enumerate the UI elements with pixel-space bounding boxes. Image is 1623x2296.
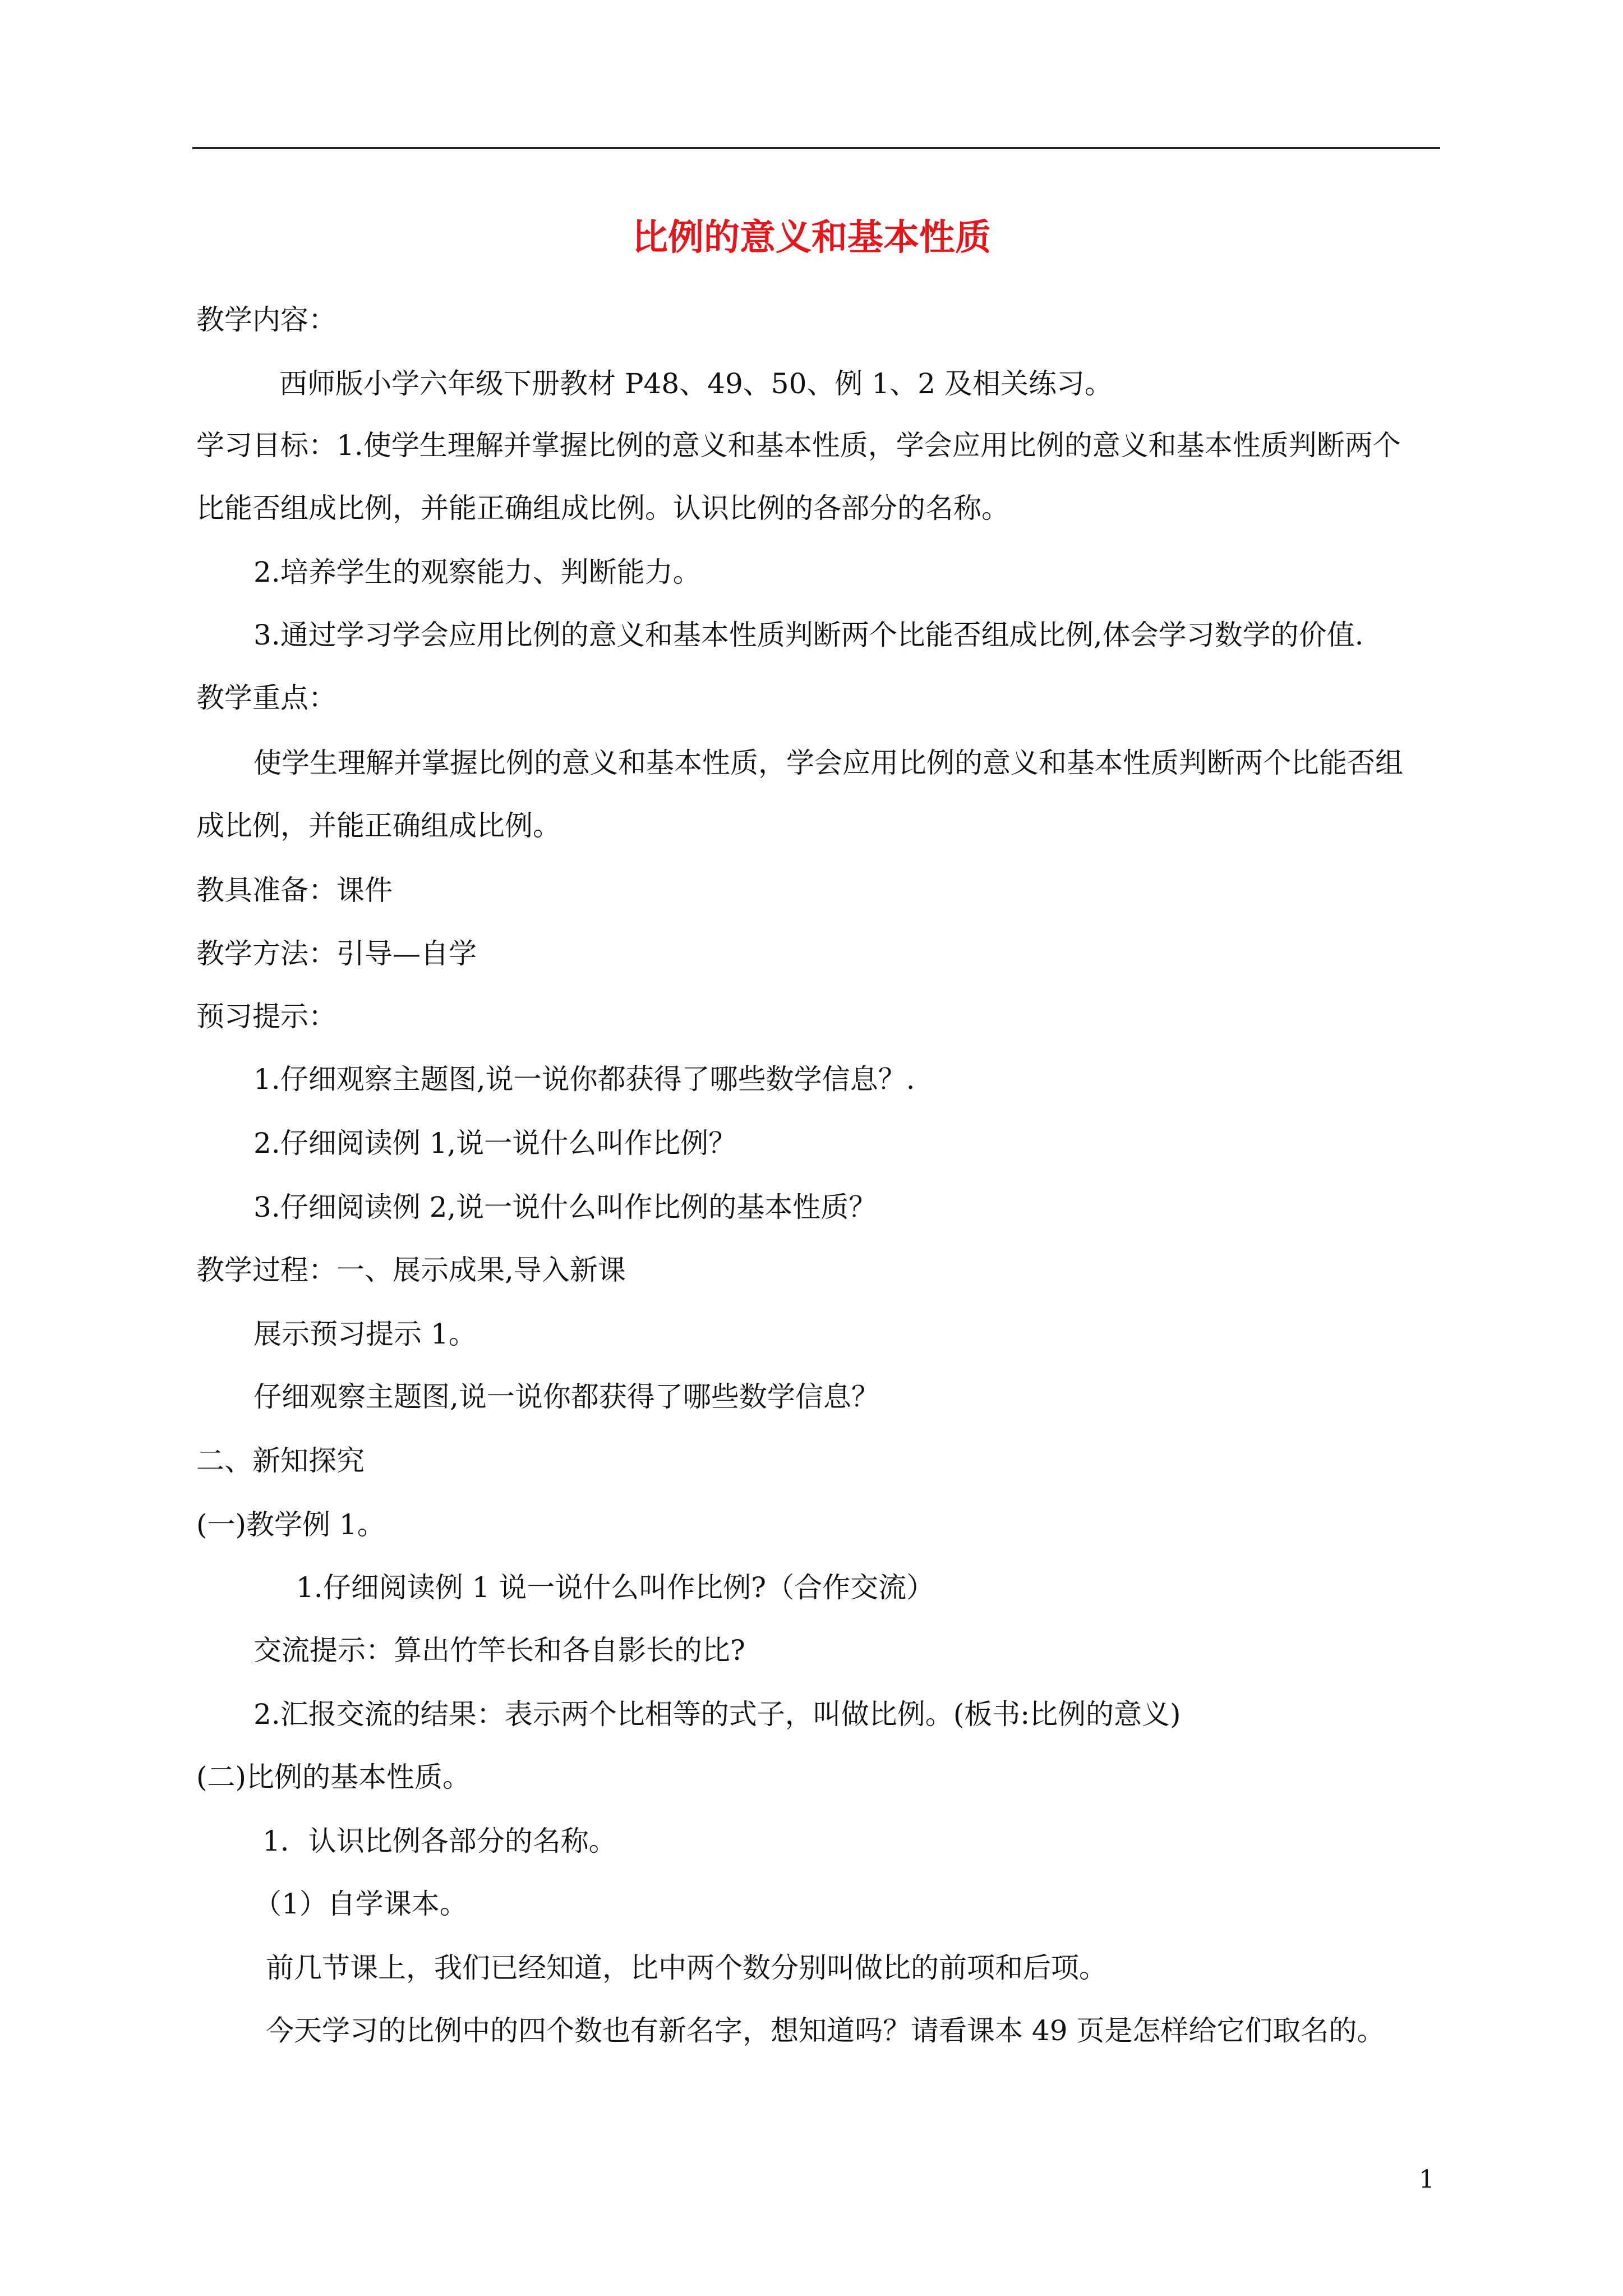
text-line: 仔细观察主题图,说一说你都获得了哪些数学信息？ — [253, 1381, 879, 1413]
text-line: 教学内容： — [196, 303, 336, 336]
text-line: 使学生理解并掌握比例的意义和基本性质，学会应用比例的意义和基本性质判断两个比能否组 — [253, 747, 1403, 779]
text-line: 教学重点： — [196, 682, 336, 714]
text-line: 3.仔细阅读例 2,说一说什么叫作比例的基本性质？ — [253, 1191, 877, 1223]
text-line: 学习目标：1.使学生理解并掌握比例的意义和基本性质，学会应用比例的意义和基本性质判断两个 — [196, 429, 1401, 462]
text-line: 2.仔细阅读例 1,说一说什么叫作比例？ — [253, 1127, 737, 1159]
text-line: 展示预习提示 1。 — [253, 1318, 477, 1350]
text-line: （1）自学课本。 — [253, 1888, 468, 1920]
text-line: 教学过程：一、展示成果,导入新课 — [196, 1254, 626, 1286]
text-line: (二)比例的基本性质。 — [196, 1761, 471, 1793]
page-number: 1 — [1419, 2165, 1435, 2194]
document-title: 比例的意义和基本性质 — [632, 217, 991, 259]
text-line: 2.汇报交流的结果：表示两个比相等的式子，叫做比例。(板书:比例的意义) — [253, 1698, 1181, 1731]
text-line: 教具准备：课件 — [196, 874, 393, 907]
text-line: 西师版小学六年级下册教材 P48、49、50、例 1、2 及相关练习。 — [279, 367, 1113, 400]
text-line: 交流提示：算出竹竿长和各自影长的比? — [253, 1634, 745, 1667]
text-line: 1．认识比例各部分的名称。 — [262, 1825, 617, 1857]
text-line: 1.仔细观察主题图,说一说你都获得了哪些数学信息？. — [253, 1063, 915, 1096]
text-line: (一)教学例 1。 — [196, 1508, 385, 1541]
text-line: 比能否组成比例，并能正确组成比例。认识比例的各部分的名称。 — [196, 492, 1009, 524]
text-line: 教学方法：引导—自学 — [196, 937, 477, 970]
text-line: 前几节课上，我们已经知道，比中两个数分别叫做比的前项和后项。 — [266, 1952, 1107, 1984]
text-line: 1.仔细阅读例 1 说一说什么叫作比例?（合作交流） — [296, 1571, 935, 1604]
text-line: 今天学习的比例中的四个数也有新名字，想知道吗？请看课本 49 页是怎样给它们取名的。 — [266, 2014, 1385, 2047]
header-rule — [192, 147, 1440, 149]
text-line: 3.通过学习学会应用比例的意义和基本性质判断两个比能否组成比例,体会学习数学的价值. — [253, 619, 1364, 651]
text-line: 2.培养学生的观察能力、判断能力。 — [253, 556, 701, 588]
text-line: 二、新知探究 — [196, 1444, 365, 1477]
text-line: 成比例，并能正确组成比例。 — [196, 809, 561, 842]
text-line: 预习提示： — [196, 1000, 336, 1033]
